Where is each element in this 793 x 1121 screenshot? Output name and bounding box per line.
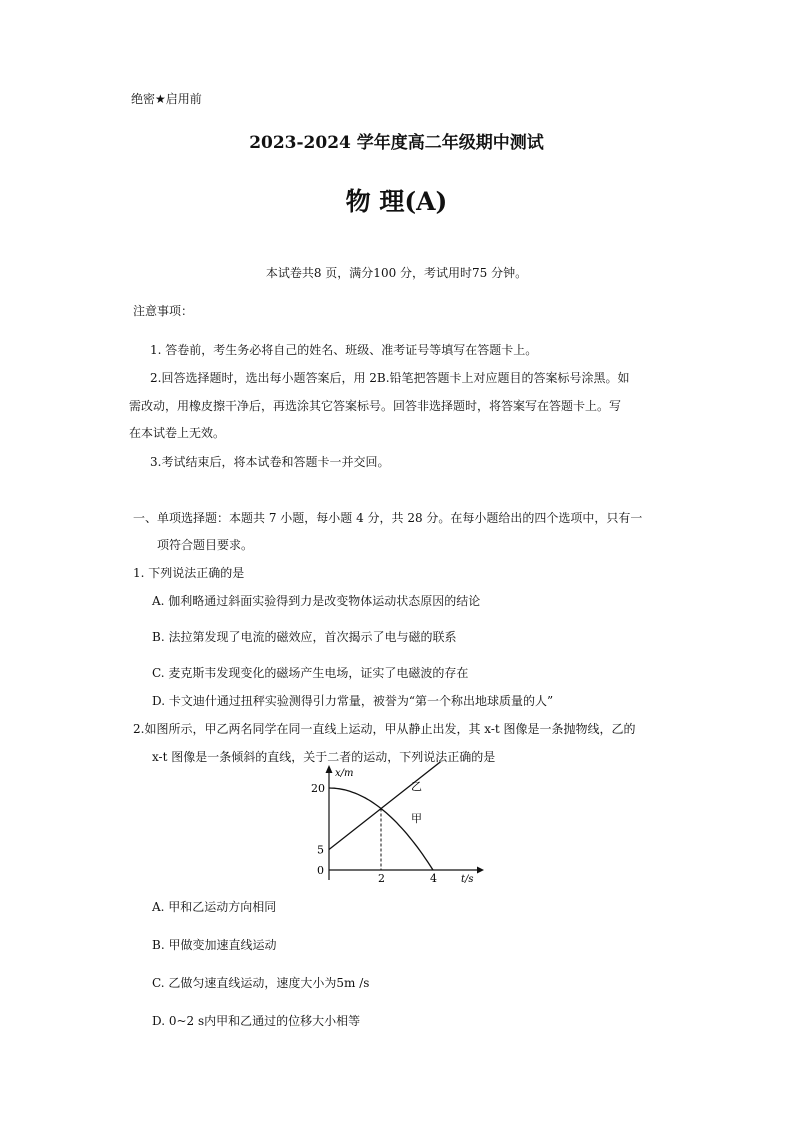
question-2-option-c: C. 乙做匀速直线运动，速度大小为5m /s <box>152 976 370 990</box>
question-1-option-a: A. 伽利略通过斜面实验得到力是改变物体运动状态原因的结论 <box>152 594 481 608</box>
notice-item-2-line-2: 需改动，用橡皮擦干净后，再选涂其它答案标号。回答非选择题时，将答案写在答题卡上。写 <box>129 399 622 413</box>
y-tick-0: 0 <box>317 864 324 877</box>
question-1-stem: 1. 下列说法正确的是 <box>133 566 245 580</box>
section-1-heading: 一、单项选择题：本题共 7 小题，每小题 4 分，共 28 分。在每小题给出的四个选项中，只有一 <box>133 511 643 525</box>
notice-item-2-line-1: 2.回答选择题时，选出每小题答案后，用 2B.铅笔把答题卡上对应题目的答案标号涂黑。如 <box>150 371 630 385</box>
series-yi-label: 乙 <box>411 780 422 793</box>
x-tick-2: 2 <box>378 872 385 885</box>
exam-info: 本试卷共8 页，满分100 分，考试用时75 分钟。 <box>265 266 528 280</box>
question-2-stem-line-1: 2.如图所示，甲乙两名同学在同一直线上运动，甲从静止出发，其 x-t 图像是一条抛物线，乙的 <box>133 722 636 736</box>
notice-item-1: 1. 答卷前，考生务必将自己的姓名、班级、准考证号等填写在答题卡上。 <box>150 343 538 357</box>
y-axis-arrow <box>326 765 333 773</box>
x-axis-label: t/s <box>461 874 474 885</box>
xt-graph <box>305 762 485 887</box>
exam-title: 2023-2024 学年度高二年级期中测试 <box>249 133 544 153</box>
y-tick-5: 5 <box>317 843 324 857</box>
question-2-option-d: D. 0~2 s内甲和乙通过的位移大小相等 <box>152 1014 361 1028</box>
subject-title: 物 理(A) <box>345 187 448 216</box>
confidential-label: 绝密★启用前 <box>131 92 202 106</box>
notice-heading: 注意事项： <box>133 304 194 318</box>
notice-item-2-line-3: 在本试卷上无效。 <box>129 426 226 440</box>
x-axis-arrow <box>477 867 484 874</box>
y-tick-20: 20 <box>311 782 325 795</box>
question-1-option-c: C. 麦克斯韦发现变化的磁场产生电场，证实了电磁波的存在 <box>152 666 469 680</box>
y-axis-label: x/m <box>335 768 354 779</box>
section-1-heading-cont: 项符合题目要求。 <box>157 538 254 552</box>
question-2-stem-line-2: x-t 图像是一条倾斜的直线，关于二者的运动，下列说法正确的是 <box>152 750 496 764</box>
x-tick-4: 4 <box>430 872 437 885</box>
question-1-option-d: D. 卡文迪什通过扭秤实验测得引力常量，被誉为“第一个称出地球质量的人” <box>152 694 554 708</box>
series-jia-label: 甲 <box>411 812 422 825</box>
question-2-option-a: A. 甲和乙运动方向相同 <box>152 900 277 914</box>
question-1-option-b: B. 法拉第发现了电流的磁效应，首次揭示了电与磁的联系 <box>152 630 457 644</box>
notice-item-3: 3.考试结束后，将本试卷和答题卡一并交回。 <box>150 455 390 469</box>
question-2-option-b: B. 甲做变加速直线运动 <box>152 938 277 952</box>
